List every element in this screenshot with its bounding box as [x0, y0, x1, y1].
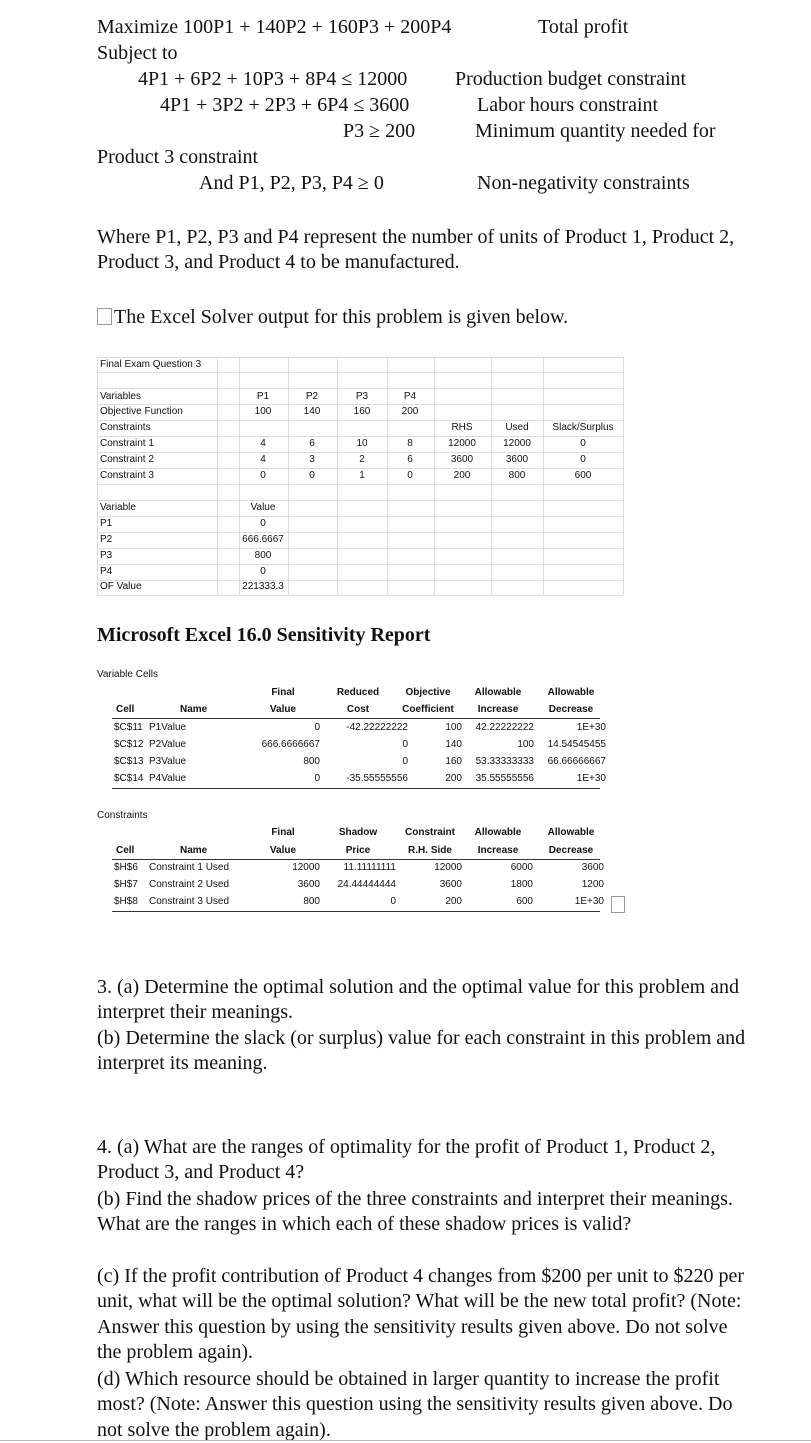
excel-var-header: P2	[305, 391, 319, 402]
constraint-2-label: Labor hours constraint	[477, 94, 659, 116]
table-cell: 100	[445, 722, 462, 733]
col-header: Final	[271, 687, 295, 698]
excel-variable-name: P4	[100, 566, 113, 577]
nonneg-label: Non-negativity constraints	[477, 172, 690, 194]
col-header: Allowable	[547, 827, 595, 838]
section-constraints: Constraints	[97, 810, 148, 821]
excel-variable-name: P3	[100, 550, 113, 561]
table-cell: $H$7	[114, 879, 138, 890]
page-divider	[0, 1440, 811, 1441]
table-cell: 14.54545455	[547, 739, 606, 750]
table-cell: 1E+30	[574, 896, 604, 907]
table-cell: Constraint 1 Used	[149, 862, 230, 873]
table-cell: 140	[445, 739, 462, 750]
constraint-1-expr: 4P1 + 6P2 + 10P3 + 8P4 ≤ 12000	[138, 68, 408, 90]
excel-variable-value: 221333.3	[242, 581, 284, 592]
excel-variable-name: P1	[100, 518, 113, 529]
excel-cell: 2	[359, 454, 365, 465]
col-header: Allowable	[474, 827, 522, 838]
excel-value-header: Value	[250, 502, 276, 513]
table-cell: $H$6	[114, 862, 138, 873]
excel-variable-header: Variable	[100, 502, 136, 513]
excel-var-header: P1	[256, 391, 270, 402]
table-cell: 3600	[581, 862, 604, 873]
section-variable-cells: Variable Cells	[97, 669, 158, 680]
col-header: Value	[269, 845, 297, 856]
excel-variable-name: OF Value	[100, 581, 142, 592]
excel-cell: 200	[453, 470, 471, 481]
excel-cell: 0	[309, 470, 315, 481]
table-cell: P4Value	[149, 773, 187, 784]
table-cell: 1E+30	[576, 722, 606, 733]
excel-variable-value: 800	[254, 550, 272, 561]
col-header: Constraint	[405, 827, 455, 838]
excel-row-label: Constraint 3	[100, 470, 154, 481]
excel-variable-value: 666.6667	[242, 534, 284, 545]
table-cell: 24.44444444	[337, 879, 396, 890]
excel-row-label: Variables	[100, 391, 141, 402]
table-cell: -42.22222222	[346, 722, 408, 733]
excel-cell: 0	[260, 470, 266, 481]
table-cell: Constraint 3 Used	[149, 896, 230, 907]
constraint-3-label-continued: Product 3 constraint	[97, 146, 259, 168]
excel-variable-value: 0	[260, 566, 266, 577]
col-header: Final	[271, 827, 295, 838]
table-cell: 200	[445, 773, 462, 784]
table-cell: 800	[303, 896, 320, 907]
question-4b: (b) Find the shadow prices of the three constraints and interpret their meanings. What are the ranges in which each of these shadow prices is valid?	[97, 1188, 733, 1236]
col-header: Cell	[116, 704, 135, 715]
table-cell: 800	[303, 756, 320, 767]
table-cell: $C$12	[114, 739, 144, 750]
excel-cell: 10	[356, 438, 368, 449]
objective-function: Maximize 100P1 + 140P2 + 160P3 + 200P4	[97, 16, 452, 38]
constraint-1-label: Production budget constraint	[455, 68, 687, 90]
table-cell: P2Value	[149, 739, 187, 750]
excel-cell: 12000	[503, 438, 531, 449]
report-title: Microsoft Excel 16.0 Sensitivity Report	[97, 624, 431, 646]
table-cell: 12000	[292, 862, 320, 873]
excel-cell: 4	[260, 454, 266, 465]
excel-var-header: P3	[355, 391, 369, 402]
table-cell: 0	[402, 739, 408, 750]
col-header: Price	[345, 845, 371, 856]
col-header: Increase	[477, 845, 519, 856]
question-4a: 4. (a) What are the ranges of optimality for the profit of Product 1, Product 2, Product 3, and Product 4?	[97, 1136, 716, 1184]
excel-cell: 6	[309, 438, 315, 449]
excel-cell: 12000	[448, 438, 476, 449]
excel-variable-value: 0	[260, 518, 266, 529]
nonneg-expr: And P1, P2, P3, P4 ≥ 0	[199, 172, 384, 194]
table-cell: 66.66666667	[547, 756, 606, 767]
excel-cell: 3	[309, 454, 315, 465]
excel-obj-coef: 140	[303, 406, 321, 417]
question-4d: (d) Which resource should be obtained in larger quantity to increase the profit most? (Note: Answer this question using the sensitivity results given above. Do not solve the problem again).	[97, 1368, 733, 1441]
col-header: Increase	[477, 704, 519, 715]
table-cell: 6000	[510, 862, 533, 873]
table-cell: 0	[314, 773, 320, 784]
excel-row-label: Constraints	[100, 422, 151, 433]
table-cell: -35.55555556	[346, 773, 408, 784]
table-cell: 666.6666667	[261, 739, 320, 750]
checkbox-icon	[611, 896, 625, 913]
col-header: Coefficient	[402, 704, 454, 715]
col-header: Name	[180, 845, 208, 856]
table-cell: 0	[390, 896, 396, 907]
excel-cell: 3600	[450, 454, 474, 465]
table-cell: 12000	[434, 862, 462, 873]
excel-var-header: P4	[403, 391, 417, 402]
col-header: R.H. Side	[408, 845, 452, 856]
objective-label: Total profit	[538, 16, 629, 38]
table-cell: 35.55555556	[475, 773, 534, 784]
question-3a: 3. (a) Determine the optimal solution and the optimal value for this problem and interpret their meanings.	[97, 976, 740, 1024]
table-cell: 3600	[439, 879, 462, 890]
table-cell: 11.11111111	[343, 862, 396, 873]
table-cell: Constraint 2 Used	[149, 879, 230, 890]
excel-variable-name: P2	[100, 534, 113, 545]
excel-cell: 3600	[505, 454, 529, 465]
table-cell: 0	[402, 756, 408, 767]
constraint-2-expr: 4P1 + 3P2 + 2P3 + 6P4 ≤ 3600	[160, 94, 410, 116]
excel-row-label: Constraint 2	[100, 454, 154, 465]
excel-cell: 800	[508, 470, 526, 481]
question-4c: (c) If the profit contribution of Product 4 changes from $200 per unit to $220 per unit, what will be the optimal solution? What will be the new total profit? (Note: Answer this question by using the sensitivity results given above. Do not solve the problem again).	[97, 1265, 745, 1363]
table-cell: 42.22222222	[475, 722, 534, 733]
table-cell: 1200	[581, 879, 604, 890]
excel-cell: 0	[407, 470, 413, 481]
col-header: Allowable	[547, 687, 595, 698]
excel-rhs-header: RHS	[451, 422, 473, 433]
table-cell: 0	[314, 722, 320, 733]
excel-cell: 0	[580, 454, 586, 465]
constraint-3-expr: P3 ≥ 200	[343, 120, 416, 142]
excel-used-header: Used	[505, 422, 529, 433]
excel-row-label: Constraint 1	[100, 438, 154, 449]
excel-cell: 600	[574, 470, 592, 481]
table-cell: 53.33333333	[475, 756, 534, 767]
excel-title: Final Exam Question 3	[100, 359, 202, 370]
excel-cell: 8	[407, 438, 413, 449]
table-cell: $H$8	[114, 896, 138, 907]
excel-slack-header: Slack/Surplus	[552, 422, 614, 433]
excel-row-label: Objective Function	[100, 406, 183, 417]
table-cell: P1Value	[149, 722, 187, 733]
excel-cell: 1	[359, 470, 365, 481]
col-header: Objective	[405, 687, 451, 698]
col-header: Reduced	[336, 687, 380, 698]
table-cell: 100	[517, 739, 534, 750]
table-cell: $C$14	[114, 773, 144, 784]
table-cell: $C$13	[114, 756, 144, 767]
col-header: Name	[180, 704, 208, 715]
table-cell: $C$11	[114, 722, 143, 733]
table-cell: 1800	[510, 879, 533, 890]
col-header: Allowable	[474, 687, 522, 698]
col-header: Cell	[116, 845, 135, 856]
solver-intro-text: The Excel Solver output for this problem is given below.	[114, 306, 569, 328]
subject-to: Subject to	[97, 42, 178, 64]
excel-cell: 6	[407, 454, 413, 465]
table-cell: 3600	[297, 879, 320, 890]
table-cell: 600	[516, 896, 533, 907]
table-cell: 160	[445, 756, 462, 767]
col-header: Decrease	[548, 704, 594, 715]
table-cell: 200	[445, 896, 462, 907]
excel-cell: 0	[580, 438, 586, 449]
excel-obj-coef: 100	[254, 406, 272, 417]
col-header: Decrease	[548, 845, 594, 856]
col-header: Cost	[346, 704, 370, 715]
excel-obj-coef: 160	[353, 406, 371, 417]
excel-obj-coef: 200	[401, 406, 419, 417]
constraint-3-label: Minimum quantity needed for	[475, 120, 716, 142]
excel-cell: 4	[260, 438, 266, 449]
table-cell: P3Value	[149, 756, 187, 767]
question-3b: (b) Determine the slack (or surplus) value for each constraint in this problem and interpret its meaning.	[97, 1027, 746, 1075]
table-cell: 1E+30	[576, 773, 606, 784]
col-header: Value	[269, 704, 297, 715]
col-header: Shadow	[338, 827, 378, 838]
variable-definition: Where P1, P2, P3 and P4 represent the number of units of Product 1, Product 2, Product 3, and Product 4 to be manufactured.	[97, 226, 735, 274]
